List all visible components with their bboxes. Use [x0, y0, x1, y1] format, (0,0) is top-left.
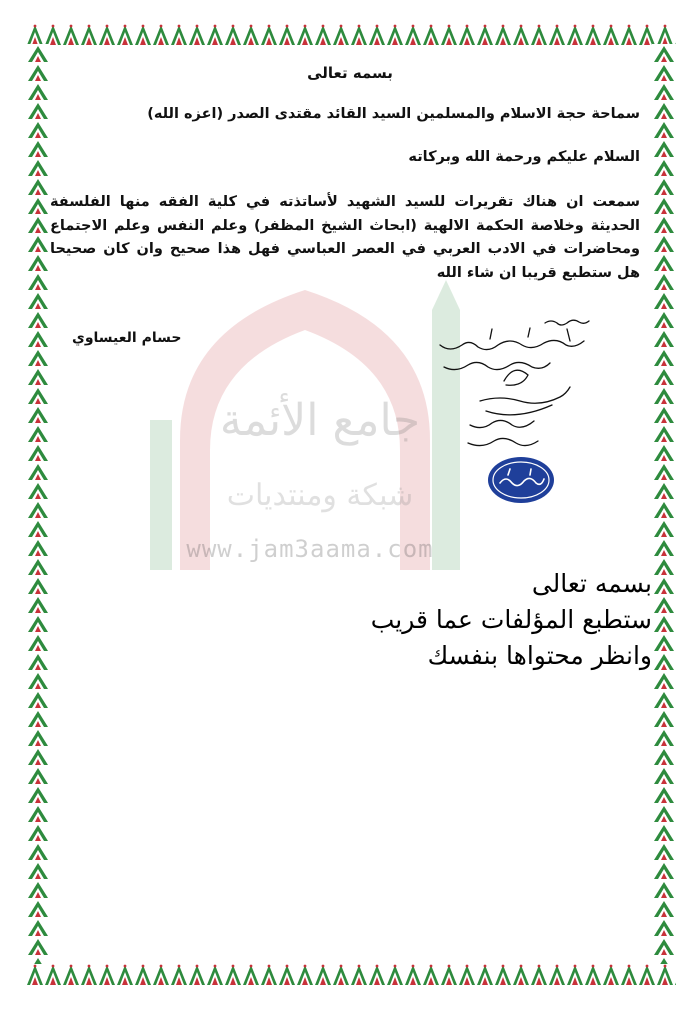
- watermark-subtitle: شبكة ومنتديات: [226, 478, 414, 513]
- letter-address: سماحة حجة الاسلام والمسلمين السيد القائد مقتدى الصدر (اعزه الله): [147, 106, 640, 122]
- letter-body: سمعت ان هناك تقريرات للسيد الشهيد لأساتذته في كلية الفقه منها الفلسفة الحديثة وخلاصة الحكمة الالهية (ابحاث الشيخ المظفر) وعلم النفس وعلم الاجتماع ومحاضرات في الادب العربي في العصر العباسي فهل هذا صحيح وان كان صحيحا هل ستطبع قريبا ان شاء الله: [50, 194, 640, 281]
- handwritten-reply: [430, 315, 605, 475]
- typed-reply-line-1: بسمه تعالى: [531, 569, 652, 598]
- typed-reply-line-2: ستطبع المؤلفات عما قريب: [370, 605, 652, 634]
- border-top: [26, 22, 676, 46]
- border-right: [652, 44, 676, 964]
- watermark-name: جامع الأئمة: [219, 395, 421, 446]
- border-left: [26, 44, 50, 964]
- letter-basmala: بسمه تعالى: [307, 64, 393, 82]
- border-bottom: [26, 962, 676, 986]
- seal-stamp: [486, 455, 556, 505]
- letter-greeting: السلام عليكم ورحمة الله وبركاته: [408, 149, 640, 165]
- typed-reply-line-3: وانظر محتواها بنفسك: [427, 641, 652, 670]
- typed-reply: [312, 566, 652, 674]
- letter-sender: حسام العيساوي: [72, 330, 182, 346]
- watermark-domain: www.jam3aama.com: [186, 535, 434, 563]
